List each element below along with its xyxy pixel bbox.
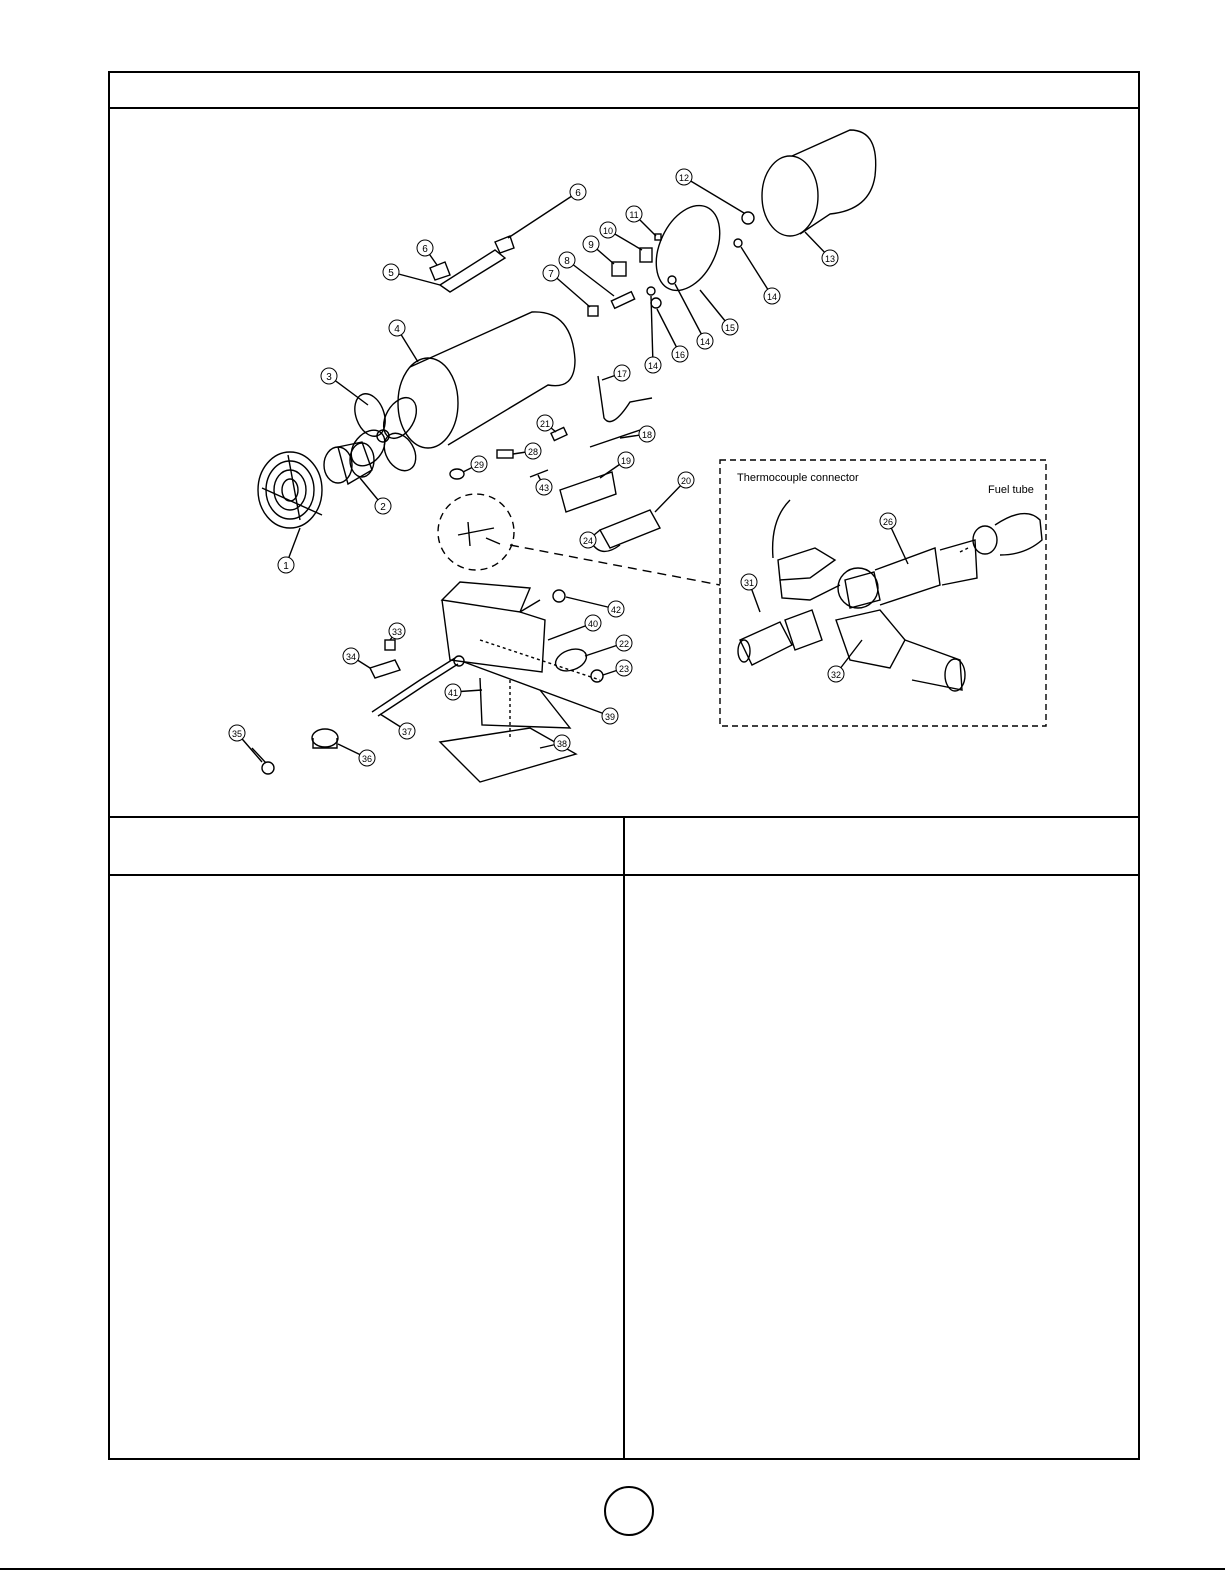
callout-7 bbox=[543, 265, 559, 281]
callout-13 bbox=[822, 250, 838, 266]
callout-24 bbox=[580, 532, 596, 548]
callout-6 bbox=[570, 184, 586, 200]
callout-17 bbox=[614, 365, 630, 381]
callout-number: 39 bbox=[604, 712, 616, 722]
callout-16 bbox=[672, 346, 688, 362]
callout-9 bbox=[583, 236, 599, 252]
callout-11 bbox=[626, 206, 642, 222]
callout-number: 40 bbox=[587, 619, 599, 629]
callout-43 bbox=[536, 479, 552, 495]
callout-number: 20 bbox=[680, 476, 692, 486]
callout-18 bbox=[639, 426, 655, 442]
callout-10 bbox=[600, 222, 616, 238]
callout-number: 6 bbox=[575, 188, 581, 199]
callout-number: 8 bbox=[564, 256, 570, 267]
page-number-circle bbox=[604, 1486, 654, 1536]
callout-14 bbox=[697, 333, 713, 349]
callout-number: 41 bbox=[447, 688, 459, 698]
callout-12 bbox=[676, 169, 692, 185]
callout-number: 31 bbox=[743, 578, 755, 588]
callout-number: 21 bbox=[539, 419, 551, 429]
callout-15 bbox=[722, 319, 738, 335]
callout-40 bbox=[585, 615, 601, 631]
callout-number: 38 bbox=[556, 739, 568, 749]
callout-29 bbox=[471, 456, 487, 472]
callout-number: 9 bbox=[588, 240, 594, 251]
callout-number: 7 bbox=[548, 269, 554, 280]
callout-8 bbox=[559, 252, 575, 268]
valve-assembly-part bbox=[588, 480, 686, 551]
callout-5 bbox=[383, 264, 399, 280]
callout-26 bbox=[880, 513, 896, 529]
callout-22 bbox=[616, 635, 632, 651]
callout-number: 36 bbox=[361, 754, 373, 764]
callout-number: 14 bbox=[766, 292, 778, 302]
callout-number: 35 bbox=[231, 729, 243, 739]
callout-number: 29 bbox=[473, 460, 485, 470]
callout-number: 22 bbox=[618, 639, 630, 649]
callout-number: 32 bbox=[830, 670, 842, 680]
callout-number: 1 bbox=[283, 561, 289, 572]
callout-number: 12 bbox=[678, 173, 690, 183]
callout-23 bbox=[616, 660, 632, 676]
callout-number: 10 bbox=[602, 226, 614, 236]
callout-20 bbox=[678, 472, 694, 488]
fan-blade-part bbox=[329, 376, 423, 476]
callout-number: 19 bbox=[620, 456, 632, 466]
callout-number: 37 bbox=[401, 727, 413, 737]
callout-number: 23 bbox=[618, 664, 630, 674]
combustion-chamber-part bbox=[762, 130, 876, 258]
callout-28 bbox=[525, 443, 541, 459]
inset-detail-box bbox=[720, 460, 1046, 726]
callout-number: 14 bbox=[699, 337, 711, 347]
callout-number: 15 bbox=[724, 323, 736, 333]
callout-19 bbox=[618, 452, 634, 468]
callout-1 bbox=[278, 557, 294, 573]
callout-35 bbox=[229, 725, 245, 741]
callout-31 bbox=[741, 574, 757, 590]
callout-38 bbox=[554, 735, 570, 751]
fan-guard-part bbox=[258, 452, 322, 565]
callout-number: 17 bbox=[616, 369, 628, 379]
bottom-rule bbox=[0, 1568, 1225, 1570]
motor-part bbox=[324, 442, 383, 506]
callout-number: 24 bbox=[582, 536, 594, 546]
drawing-shapes bbox=[237, 130, 876, 782]
hose-and-regulator-parts bbox=[237, 631, 610, 774]
callout-37 bbox=[399, 723, 415, 739]
callout-3 bbox=[321, 368, 337, 384]
callout-layer bbox=[229, 169, 896, 766]
callout-14 bbox=[645, 357, 661, 373]
callout-42 bbox=[608, 601, 624, 617]
fuel-tube-label: Fuel tube bbox=[988, 484, 1034, 496]
callout-number: 34 bbox=[345, 652, 357, 662]
callout-6 bbox=[417, 240, 433, 256]
callout-36 bbox=[359, 750, 375, 766]
callout-number: 43 bbox=[538, 483, 550, 493]
callout-number: 28 bbox=[527, 447, 539, 457]
callout-33 bbox=[389, 623, 405, 639]
callout-2 bbox=[375, 498, 391, 514]
callout-number: 3 bbox=[326, 372, 332, 383]
callout-4 bbox=[389, 320, 405, 336]
callout-32 bbox=[828, 666, 844, 682]
callout-number: 14 bbox=[647, 361, 659, 371]
callout-number: 18 bbox=[641, 430, 653, 440]
callout-number: 5 bbox=[388, 268, 394, 279]
callout-number: 16 bbox=[674, 350, 686, 360]
callout-41 bbox=[445, 684, 461, 700]
thermocouple-connector-label: Thermocouple connector bbox=[737, 472, 859, 484]
bracket-plate-part bbox=[560, 460, 626, 512]
callout-number: 2 bbox=[380, 502, 386, 513]
callout-number: 42 bbox=[610, 605, 622, 615]
callout-number: 33 bbox=[391, 627, 403, 637]
callout-number: 26 bbox=[882, 517, 894, 527]
callout-34 bbox=[343, 648, 359, 664]
callout-number: 6 bbox=[422, 244, 428, 255]
callout-number: 11 bbox=[629, 210, 639, 220]
callout-number: 4 bbox=[394, 324, 400, 335]
callout-21 bbox=[537, 415, 553, 431]
callout-39 bbox=[602, 708, 618, 724]
callout-number: 13 bbox=[824, 254, 836, 264]
callout-14 bbox=[764, 288, 780, 304]
